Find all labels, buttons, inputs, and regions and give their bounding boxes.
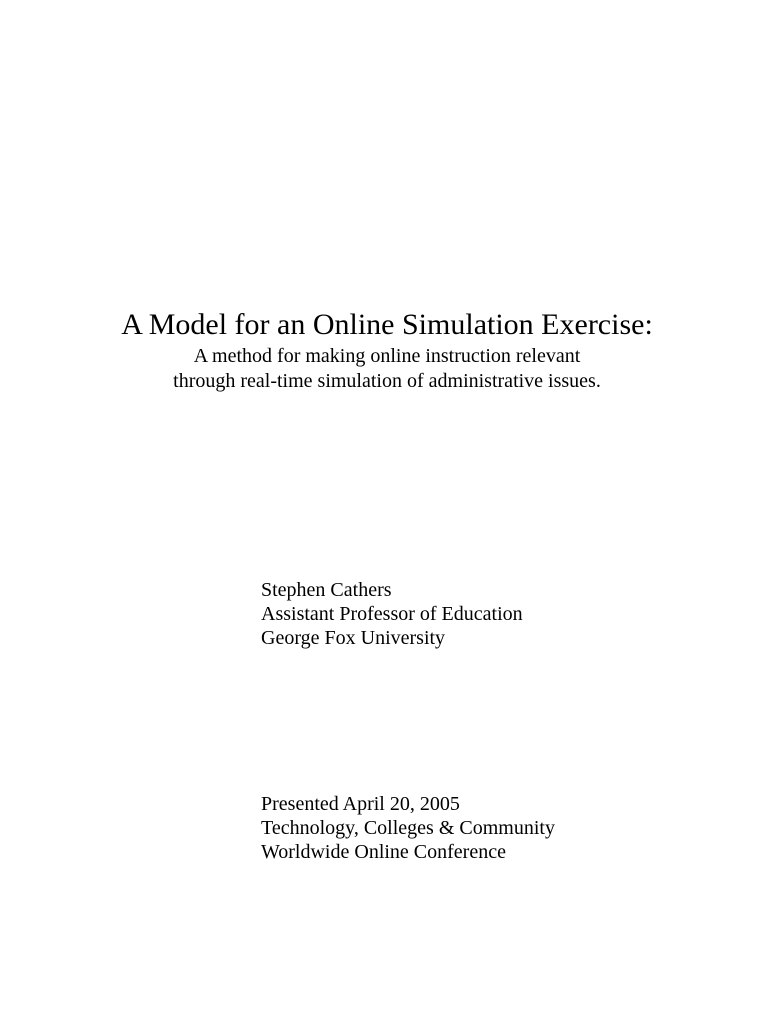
presentation-date: Presented April 20, 2005 bbox=[261, 793, 460, 815]
document-title: A Model for an Online Simulation Exercise: bbox=[121, 308, 653, 341]
presentation-block bbox=[261, 792, 555, 864]
subtitle-line-1: A method for making online instruction relevant bbox=[193, 345, 581, 367]
author-position: Assistant Professor of Education bbox=[261, 603, 523, 625]
subtitle-line-2: through real-time simulation of administrative issues. bbox=[173, 370, 601, 392]
conference-name-line-1: Technology, Colleges & Community bbox=[261, 817, 555, 839]
conference-name-line-2: Worldwide Online Conference bbox=[261, 841, 506, 863]
title-block bbox=[0, 306, 770, 394]
author-block bbox=[261, 578, 523, 650]
author-institution: George Fox University bbox=[261, 627, 446, 649]
author-name: Stephen Cathers bbox=[261, 579, 392, 601]
